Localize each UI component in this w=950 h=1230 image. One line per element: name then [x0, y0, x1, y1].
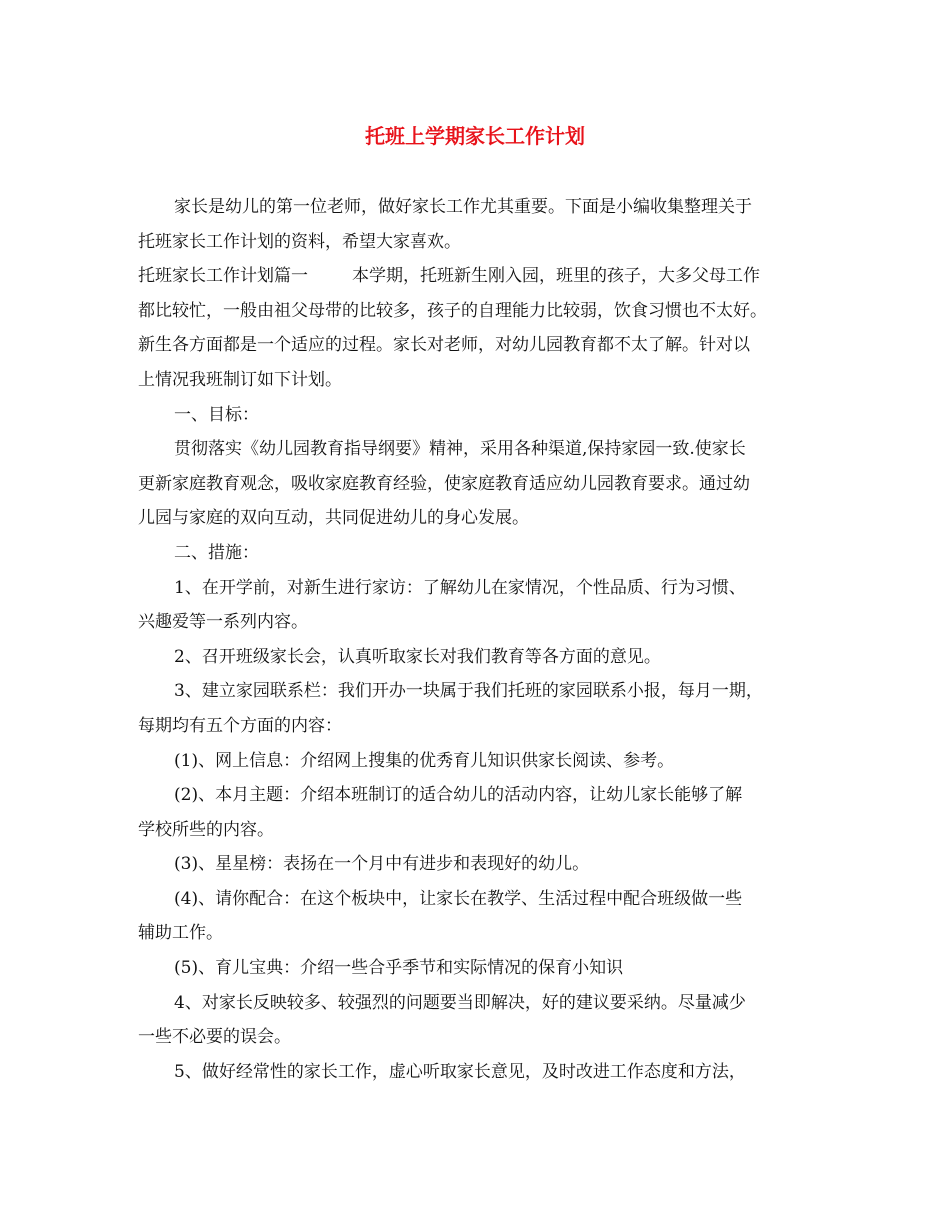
paragraph-line: 家长是幼儿的第一位老师，做好家长工作尤其重要。下面是小编收集整理关于	[174, 197, 752, 217]
paragraph-line: 本学期，托班新生刚入园，班里的孩子，大多父母工作	[352, 266, 760, 287]
list-item: 5、做好经常性的家长工作，虚心听取家长意见，及时改进工作态度和方法，	[174, 1061, 746, 1082]
paragraph-line: 更新家庭教育观念，吸收家庭教育经验，使家庭教育适应幼儿园教育要求。通过幼	[138, 473, 750, 494]
paragraph-line: 新生各方面都是一个适应的过程。家长对老师，对幼儿园教育都不太了解。针对以	[138, 335, 750, 356]
list-item-continued: 兴趣爱等一系列内容。	[138, 612, 308, 633]
sub-list-item: (4)、请你配合：在这个板块中，让家长在教学、生活过程中配合班级做一些	[174, 888, 743, 909]
paragraph-line: 托班家长工作计划的资料，希望大家喜欢。	[138, 231, 461, 252]
sub-list-item-continued: 辅助工作。	[138, 923, 223, 944]
sub-list-item: (5)、育儿宝典：介绍一些合乎季节和实际情况的保育小知识	[174, 958, 624, 979]
section-heading: 一、目标：	[174, 404, 259, 425]
list-item: 1、在开学前，对新生进行家访：了解幼儿在家情况，个性品质、行为习惯、	[174, 577, 746, 598]
sub-list-item: (2)、本月主题：介绍本班制订的适合幼儿的活动内容，让幼儿家长能够了解	[174, 785, 743, 806]
paragraph-line: 儿园与家庭的双向互动，共同促进幼儿的身心发展。	[138, 508, 529, 529]
list-item: 4、对家长反映较多、较强烈的问题要当即解决，好的建议要采纳。尽量减少	[174, 992, 746, 1013]
document-title: 托班上学期家长工作计划	[365, 124, 585, 148]
sub-list-item: (3)、星星榜：表扬在一个月中有进步和表现好的幼儿。	[174, 854, 590, 875]
paragraph-line-composite	[138, 259, 838, 294]
paragraph-line: 上情况我班制订如下计划。	[138, 369, 342, 390]
paragraph-line: 都比较忙，一般由祖父母带的比较多，孩子的自理能力比较弱，饮食习惯也不太好。	[138, 300, 767, 321]
sub-list-item: (1)、网上信息：介绍网上搜集的优秀育儿知识供家长阅读、参考。	[174, 750, 675, 771]
list-item-continued: 每期均有五个方面的内容：	[138, 715, 342, 736]
section-heading: 二、措施：	[174, 542, 259, 563]
section-heading: 托班家长工作计划篇一	[138, 266, 308, 287]
list-item: 3、建立家园联系栏：我们开办一块属于我们托班的家园联系小报，每月一期，	[174, 681, 763, 702]
sub-list-item-continued: 学校所些的内容。	[138, 819, 274, 840]
list-item: 2、召开班级家长会，认真听取家长对我们教育等各方面的意见。	[174, 646, 661, 667]
paragraph-line: 贯彻落实《幼儿园教育指导纲要》精神，采用各种渠道,保持家园一致.使家长	[174, 439, 746, 460]
list-item-continued: 一些不必要的误会。	[138, 1027, 291, 1048]
document-body	[138, 190, 838, 1089]
